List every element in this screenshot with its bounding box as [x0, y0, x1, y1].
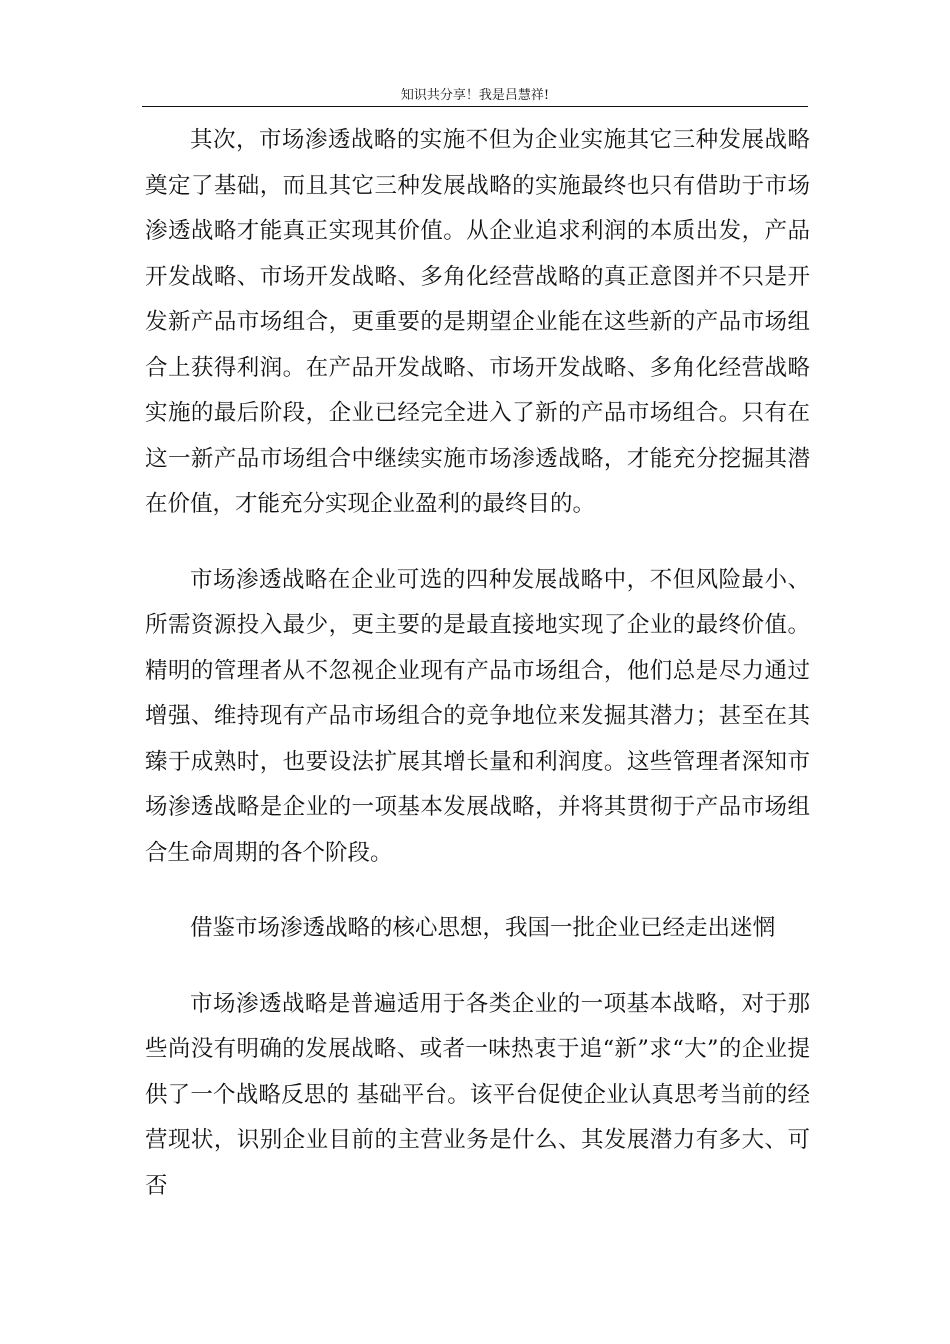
document-body: [145, 118, 810, 1209]
paragraph-basic-strategy-platform: 市场渗透战略是普遍适用于各类企业的一项基本战略，对于那些尚没有明确的发展战略、或者一味热衷于追“新”求“大”的企业提供了一个战略反思的 基础平台。该平台促使企业认真思考当前的经营现状，识别企业目前的主营业务是什么、其发展潜力有多大、可否: [145, 990, 810, 1199]
page-header: 知识共分享！我是吕慧祥!: [142, 88, 808, 107]
paragraph-market-penetration-lowest-risk: 市场渗透战略在企业可选的四种发展战略中，不但风险最小、所需资源投入最少，更主要的是最直接地实现了企业的最终价值。精明的管理者从不忽视企业现有产品市场组合，他们总是尽力通过增强、维持现有产品市场组合的竞争地位来发掘其潜力；甚至在其臻于成熟时，也要设法扩展其增长量和利润度。这些管理者深知市场渗透战略是企业的一项基本发展战略，并将其贯彻于产品市场组合生命周期的各个阶段。: [145, 566, 810, 866]
section-heading: 借鉴市场渗透战略的核心思想，我国一批企业已经走出迷惘: [190, 915, 776, 941]
paragraph-market-penetration-foundation: 其次，市场渗透战略的实施不但为企业实施其它三种发展战略奠定了基础，而且其它三种发展战略的实施最终也只有借助于市场渗透战略才能真正实现其价值。从企业追求利润的本质出发，产品开发战略、市场开发战略、多角化经营战略的真正意图并不只是开发新产品市场组合，更重要的是期望企业能在这些新的产品市场组合上获得利润。在产品开发战略、市场开发战略、多角化经营战略实施的最后阶段，企业已经完全进入了新的产品市场组合。只有在这一新产品市场组合中继续实施市场渗透战略，才能充分挖掘其潜在价值，才能充分实现企业盈利的最终目的。: [145, 127, 810, 517]
